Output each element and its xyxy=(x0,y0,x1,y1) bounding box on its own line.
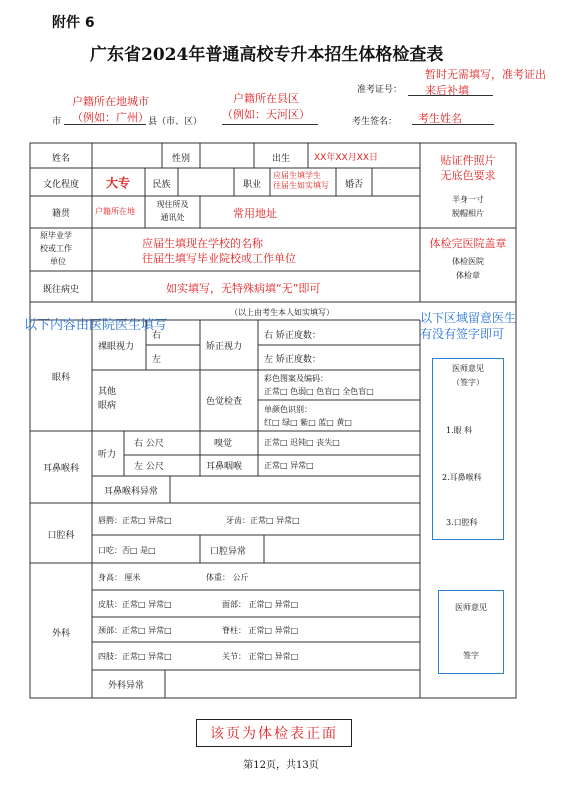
corrected-left-label: 左 矫正度数： xyxy=(264,355,321,365)
opinion2-title: 医师意见 xyxy=(455,603,487,612)
district-note-line2: （例如：天河区） xyxy=(222,108,310,121)
opinion1-eye: 1.眼 科 xyxy=(446,426,473,435)
photo-placeholder xyxy=(420,193,516,221)
address-label xyxy=(145,198,200,224)
school-note-line1: 应届生填现在学校的名称 xyxy=(142,237,263,250)
school-label-line2: 校或工作 xyxy=(40,244,72,253)
address-note: 常用地址 xyxy=(233,207,277,220)
ent-section-label: 耳鼻喉科 xyxy=(42,464,79,474)
signature-label: 考生签名： xyxy=(352,117,398,127)
opinion2-sign: 签字 xyxy=(463,651,479,660)
eye-section-label: 眼科 xyxy=(51,373,70,383)
history-label: 既往病史 xyxy=(42,285,79,295)
attachment-label: 附件 6 xyxy=(52,15,95,31)
address-label-line1: 现住所及 xyxy=(156,200,189,209)
hospital-seal-label xyxy=(420,255,516,283)
marital-label: 婚否 xyxy=(344,180,363,190)
school-label-line1: 原毕业学 xyxy=(40,231,72,240)
teeth-options: 牙齿：正常□ 异常□ xyxy=(226,516,300,525)
corrected-right-label: 右 矫正度数： xyxy=(264,331,321,341)
weight-field: 体重： 公斤 xyxy=(206,573,249,582)
lips-options: 唇腭：正常□ 异常□ xyxy=(98,516,172,525)
city-suffix: 市 xyxy=(52,117,62,127)
school-label xyxy=(40,229,72,268)
photo-placeholder-line1: 半身一寸 xyxy=(452,195,484,204)
throat-label: 耳鼻咽喉 xyxy=(206,462,243,472)
spine-options: 脊柱： 正常□ 异常□ xyxy=(222,626,299,635)
occupation-note xyxy=(273,171,329,191)
other-eye-line1: 其他 xyxy=(98,387,117,397)
photo-note-line2: 无底色要求 xyxy=(440,169,496,182)
self-fill-note: （以上由考生本人如实填写） xyxy=(230,308,334,317)
occupation-note-line2: 往届生如实填写 xyxy=(273,181,329,190)
occupation-note-line1: 应届生填学生 xyxy=(273,171,321,180)
school-label-line3: 单位 xyxy=(50,257,66,266)
gender-label: 性别 xyxy=(171,154,190,164)
seal-note: 体检完医院盖章 xyxy=(429,237,507,250)
page-title: 广东省2024年普通高校专升本招生体格检查表 xyxy=(90,45,444,65)
city-note-line1: 户籍所在地城市 xyxy=(72,95,149,108)
height-field: 身高： 厘米 xyxy=(98,573,141,582)
hearing-left: 左 公尺 xyxy=(134,462,164,472)
doctor-fill-note: 以下内容由医院医生填写 xyxy=(24,318,168,333)
hearing-right: 右 公尺 xyxy=(134,439,164,449)
ethnicity-label: 民族 xyxy=(152,180,171,190)
history-note: 如实填写，无特殊病填“无”即可 xyxy=(166,282,321,295)
color-pattern-label: 彩色图案及编码： xyxy=(264,374,328,383)
surgery-abnormal-label: 外科异常 xyxy=(108,681,145,691)
other-eye-label xyxy=(98,385,116,413)
photo-note-line1: 贴证件照片 xyxy=(440,154,496,167)
occupation-label: 职业 xyxy=(242,180,261,190)
face-options: 面部： 正常□ 异常□ xyxy=(222,600,299,609)
joints-options: 关节： 正常□ 异常□ xyxy=(222,652,299,661)
exam-no-note-line2: 来后补填 xyxy=(425,84,469,97)
stutter-options: 口吃：否□ 是□ xyxy=(98,546,156,555)
limbs-options: 四肢：正常□ 异常□ xyxy=(98,652,172,661)
city-note-line2: （例如：广州） xyxy=(72,111,149,124)
sign-note xyxy=(420,310,516,342)
school-note-line2: 往届生填写毕业院校或工作单位 xyxy=(142,252,296,265)
exam-no-label: 准考证号： xyxy=(357,85,403,95)
sign-note-line1: 以下区域留意医生 xyxy=(420,311,517,325)
dob-label: 出生 xyxy=(271,154,290,164)
naked-left-label: 左 xyxy=(152,355,162,365)
name-label: 姓名 xyxy=(51,154,70,164)
school-note xyxy=(142,236,296,266)
district-note xyxy=(222,90,310,122)
native-place-note: 户籍所在地 xyxy=(95,207,135,216)
single-color-label: 单颜色识别： xyxy=(264,405,312,414)
opinion1-oral: 3.口腔科 xyxy=(446,518,478,527)
skin-options: 皮肤：正常□ 异常□ xyxy=(98,600,172,609)
oral-abnormal-label: 口腔异常 xyxy=(210,547,247,557)
sign-note-line2: 有没有签字即可 xyxy=(420,327,505,341)
smell-label: 嗅觉 xyxy=(214,439,233,449)
opinion1-title xyxy=(432,362,504,390)
exam-no-note xyxy=(425,66,546,98)
exam-no-note-line1: 暂时无需填写，准考证出 xyxy=(425,68,546,81)
oral-section-label: 口腔科 xyxy=(47,531,75,541)
photo-placeholder-line2: 脱帽相片 xyxy=(452,209,484,218)
corrected-vision-label: 矫正视力 xyxy=(206,342,243,352)
signature-note: 考生姓名 xyxy=(418,112,462,125)
opinion1-title-line2: （签字） xyxy=(452,378,484,387)
hospital-seal-line2: 体检章 xyxy=(456,271,480,280)
photo-note xyxy=(420,153,516,183)
opinion1-title-line1: 医师意见 xyxy=(452,364,484,373)
education-label: 文化程度 xyxy=(42,180,79,190)
education-value: 大专 xyxy=(106,176,131,190)
hospital-seal-line1: 体检医院 xyxy=(452,257,484,266)
county-suffix: 县（市、区） xyxy=(148,117,203,127)
opinion1-ent: 2.耳鼻喉科 xyxy=(442,473,482,482)
naked-right-label: 右 xyxy=(152,331,162,341)
city-note xyxy=(72,93,149,125)
address-label-line2: 通讯处 xyxy=(160,213,185,222)
naked-vision-label: 裸眼视力 xyxy=(98,342,135,352)
signature-underline xyxy=(412,124,494,125)
district-underline xyxy=(222,124,318,125)
single-color-options: 红□ 绿□ 紫□ 蓝□ 黄□ xyxy=(264,418,352,427)
smell-options: 正常□ 迟钝□ 丧失□ xyxy=(264,438,340,447)
dob-value: XX年XX月XX日 xyxy=(314,153,378,163)
city-underline xyxy=(64,124,146,125)
hearing-label: 听力 xyxy=(98,450,117,460)
color-exam-label: 色觉检查 xyxy=(206,397,243,407)
exam-no-underline xyxy=(408,95,493,96)
color-pattern-options: 正常□ 色弱□ 色盲□ 全色盲□ xyxy=(264,387,374,396)
ent-abnormal-label: 耳鼻喉科异常 xyxy=(104,487,159,497)
surgery-section-label: 外科 xyxy=(51,629,70,639)
district-note-line1: 户籍所在县区 xyxy=(233,92,299,105)
native-place-label: 籍贯 xyxy=(51,209,70,219)
other-eye-line2: 眼病 xyxy=(98,401,117,411)
neck-options: 颈部：正常□ 异常□ xyxy=(98,626,172,635)
page-number: 第12页，共13页 xyxy=(243,760,319,771)
throat-options: 正常□ 异常□ xyxy=(264,461,314,470)
front-page-note: 该页为体检表正面 xyxy=(210,726,338,742)
